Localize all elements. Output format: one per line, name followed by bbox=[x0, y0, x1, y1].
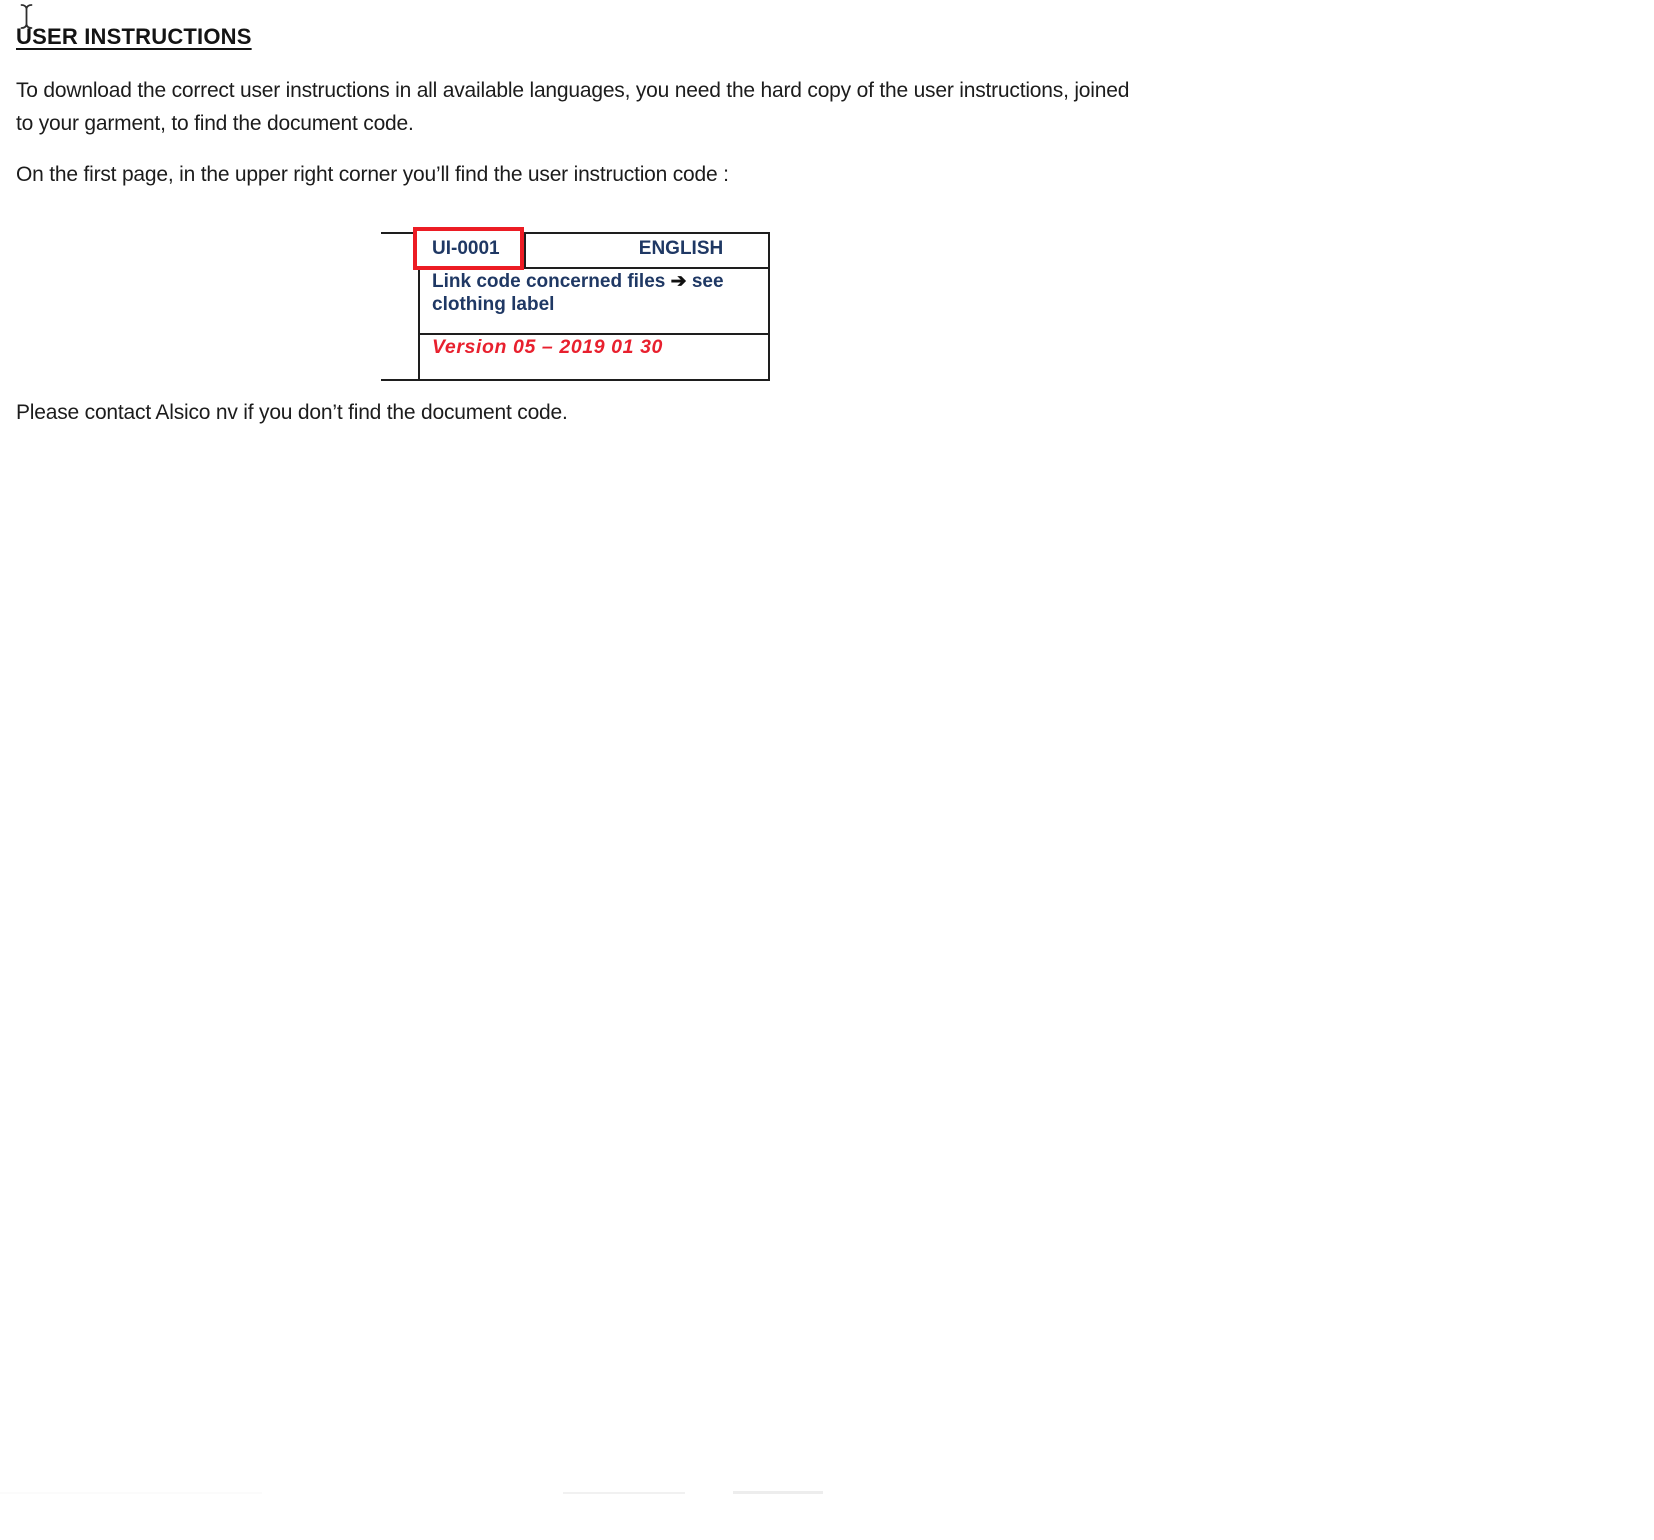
arrow-right-icon: ➔ bbox=[670, 271, 687, 292]
paragraph-download-instructions: To download the correct user instructions in all available languages, you need the hard copy of the user instructions, joined to your garment, to find the document code. bbox=[16, 79, 1130, 135]
language-label: ENGLISH bbox=[638, 238, 724, 259]
table-row-divider bbox=[420, 333, 768, 335]
page-artifact bbox=[563, 1492, 685, 1494]
page-artifact bbox=[733, 1491, 823, 1494]
link-code-text: Link code concerned files bbox=[432, 271, 666, 292]
page-artifact bbox=[0, 1492, 262, 1494]
document-code: UI-0001 bbox=[432, 238, 500, 259]
table-crop-mark-bottom bbox=[381, 379, 419, 381]
page-title: USER INSTRUCTIONS bbox=[16, 24, 252, 49]
paragraph-contact: Please contact Alsico nv if you don’t find the document code. bbox=[16, 401, 568, 424]
link-code-cell bbox=[432, 270, 732, 316]
version-label: Version 05 – 2019 01 30 bbox=[432, 336, 663, 358]
table-column-divider bbox=[524, 234, 526, 269]
clothing-label-text: see clothing label bbox=[432, 271, 724, 315]
paragraph-first-page: On the first page, in the upper right corner you’ll find the user instruction code : bbox=[16, 163, 729, 186]
